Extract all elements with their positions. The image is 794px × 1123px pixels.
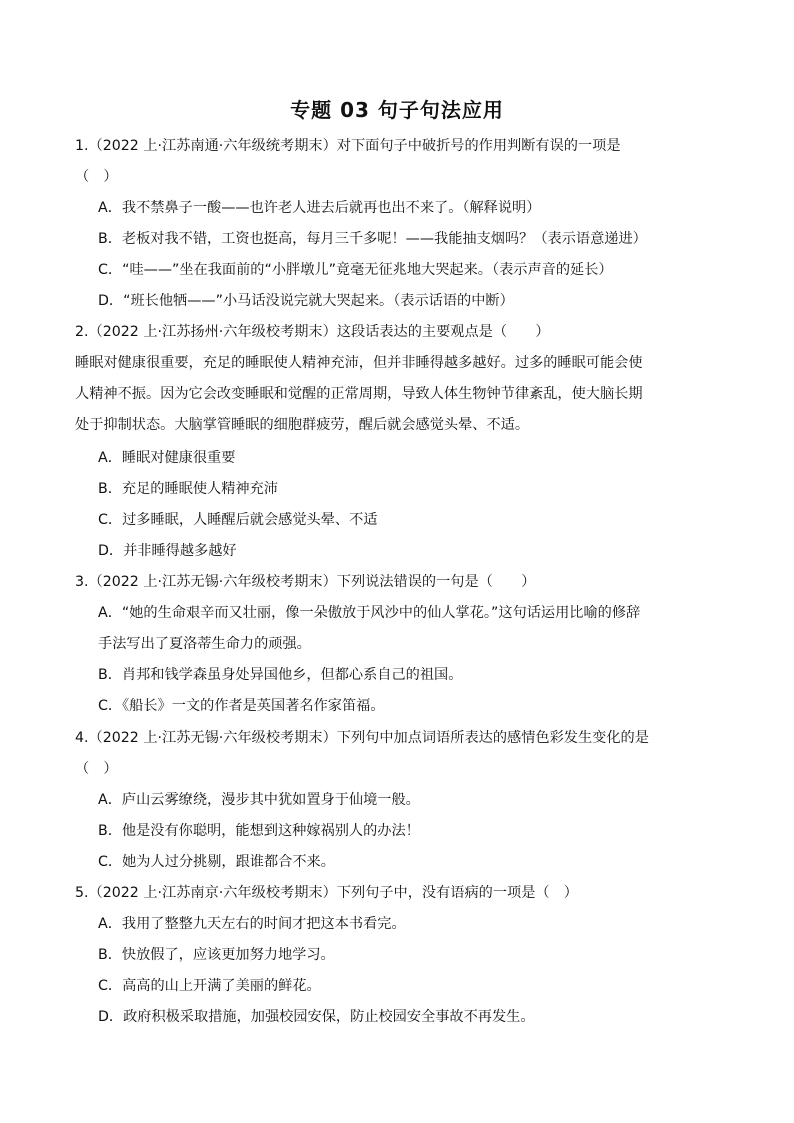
question-1-stem-cont: （ ） xyxy=(75,169,118,185)
question-3-option-a: A．“她的生命艰辛而又壮丽，像一朵傲放于风沙中的仙人掌花。”这句话运用比喻的修辞 xyxy=(98,605,641,621)
question-1-stem: 1.（2022 上·江苏南通·六年级统考期末）对下面句子中破折号的作用判断有误的一项是 xyxy=(75,138,621,154)
question-3-option-c: C．《船长》一文的作者是英国著名作家笛福。 xyxy=(98,698,385,714)
question-5-option-c: C．高高的山上开满了美丽的鲜花。 xyxy=(98,978,321,994)
question-1-option-b: B．老板对我不错，工资也挺高，每月三千多呢！——我能抽支烟吗？（表示语意递进） xyxy=(98,231,647,247)
question-2-stem: 2.（2022 上·江苏扬州·六年级校考期末）这段话表达的主要观点是（ ） xyxy=(75,324,550,340)
question-2-option-c: C．过多睡眠，人睡醒后就会感觉头晕、不适 xyxy=(98,512,378,528)
question-5-option-a: A．我用了整整九天左右的时间才把这本书看完。 xyxy=(98,916,406,932)
question-5-option-d: D．政府积极采取措施，加强校园安保，防止校园安全事故不再发生。 xyxy=(98,1009,535,1025)
question-4-option-b: B．他是没有你聪明，能想到这种嫁祸别人的办法！ xyxy=(98,823,420,839)
question-2-option-b: B．充足的睡眠使人精神充沛 xyxy=(98,481,278,497)
page-title: 专题 03 句子句法应用 xyxy=(290,98,504,122)
question-2-option-d: D．并非睡得越多越好 xyxy=(98,543,237,559)
question-2-passage-line-3: 处于抑制状态。大脑掌管睡眠的细胞群疲劳，醒后就会感觉头晕、不适。 xyxy=(75,417,530,433)
question-2-option-a: A．睡眠对健康很重要 xyxy=(98,450,236,466)
question-2-passage-line-2: 人精神不振。因为它会改变睡眠和觉醒的正常周期，导致人体生物钟节律紊乱，使大脑长期 xyxy=(75,386,643,402)
question-3-option-b: B．肖邦和钱学森虽身处异国他乡，但都心系自己的祖国。 xyxy=(98,667,463,683)
question-5-stem: 5.（2022 上·江苏南京·六年级校考期末）下列句子中，没有语病的一项是（ ） xyxy=(75,885,578,901)
question-4-option-a: A．庐山云雾缭绕，漫步其中犹如置身于仙境一般。 xyxy=(98,792,420,808)
question-3-stem: 3.（2022 上·江苏无锡·六年级校考期末）下列说法错误的一句是（ ） xyxy=(75,574,536,590)
question-4-option-c: C．她为人过分挑剔，跟谁都合不来。 xyxy=(98,854,335,870)
question-1-option-a: A．我不禁鼻子一酸——也许老人进去后就再也出不来了。（解释说明） xyxy=(98,200,541,216)
question-3-option-a-cont: 手法写出了夏洛蒂生命力的顽强。 xyxy=(98,636,311,652)
question-1-option-d: D．“班长他牺——”小马话没说完就大哭起来。（表示话语的中断） xyxy=(98,293,514,309)
question-4-stem: 4.（2022 上·江苏无锡·六年级校考期末）下列句中加点词语所表达的感情色彩发生变化的是 xyxy=(75,730,649,746)
question-2-passage-line-1: 睡眠对健康很重要，充足的睡眠使人精神充沛，但并非睡得越多越好。过多的睡眠可能会使 xyxy=(75,355,643,371)
question-1-option-c: C．“哇——”坐在我面前的“小胖墩儿”竟毫无征兆地大哭起来。（表示声音的延长） xyxy=(98,262,613,278)
question-5-option-b: B．快放假了，应该更加努力地学习。 xyxy=(98,947,335,963)
question-4-stem-cont: （ ） xyxy=(75,761,118,777)
